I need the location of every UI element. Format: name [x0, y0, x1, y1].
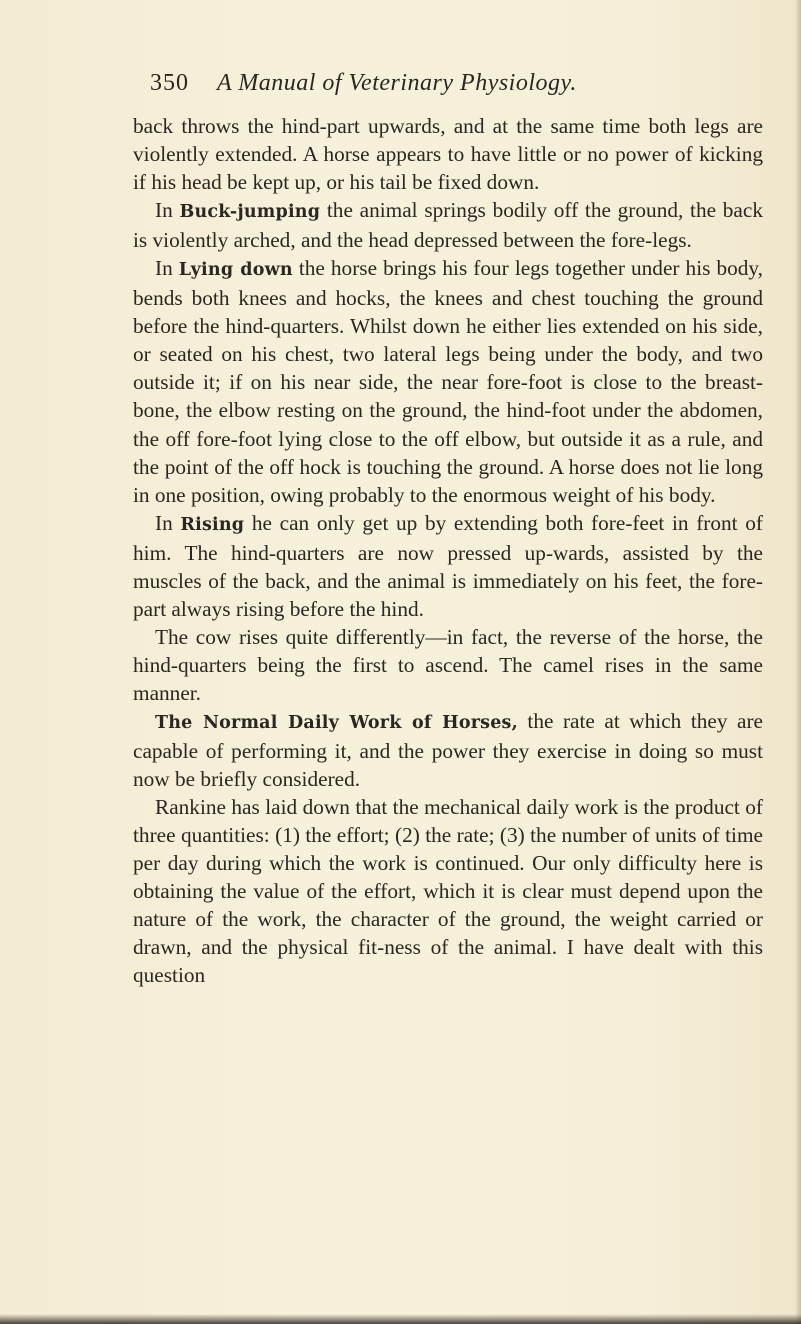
paragraph-2-text: the animal springs bodily off the ground, the back is violently arched, and the head depressed between the fore-legs. — [133, 198, 763, 253]
body-text — [133, 112, 763, 989]
paragraph-5-text: The cow rises quite differently—in fact, the reverse of the horse, the hind-quarters being the first to ascend. The camel rises in the same manner. — [133, 624, 763, 705]
paragraph-4 — [133, 509, 763, 623]
paragraph-6 — [133, 707, 763, 793]
paragraph-4-lead: Rising — [180, 514, 245, 535]
running-header — [150, 70, 710, 97]
paragraph-3-prefix: In — [155, 256, 179, 281]
paragraph-2-prefix: In — [155, 198, 180, 223]
paragraph-7-text: Rankine has laid down that the mechanical daily work is the product of three quantities: (1) the effort; (2) the rate; (3) the number of units of time per day during which the work is continued. Our only difficulty here is obtaining the value of the effort, which it is clear must depend upon the nature of the work, the character of the ground, the weight carried or drawn, and the physical fit-ness of the animal. I have dealt with this question — [133, 795, 763, 988]
paragraph-6-lead: The Normal Daily Work of Horses, — [155, 712, 518, 733]
paragraph-6-text: the rate at which they are capable of performing it, and the power they exercise in doing so must now be briefly considered. — [133, 708, 763, 792]
running-title: A Manual of Veterinary Physiology. — [217, 70, 577, 96]
paragraph-2 — [133, 196, 763, 254]
paragraph-1 — [133, 112, 763, 196]
page-bottom-shadow — [0, 1314, 801, 1324]
paragraph-5 — [133, 623, 763, 707]
paragraph-4-text: he can only get up by extending both fore-feet in front of him. The hind-quarters are now pressed up-wards, assisted by the muscles of the back, and the animal is immediately on his feet, the fore-part always rising before the hind. — [133, 510, 763, 621]
paragraph-3-text: the horse brings his four legs together under his body, bends both knees and hocks, the knees and chest touching the ground before the hind-quarters. Whilst down he either lies extended on his side, or seated on his chest, two lateral legs being under the body, and two outside it; if on his near side, the near fore-foot is close to the breast-bone, the elbow resting on the ground, the hind-foot under the abdomen, the off fore-foot lying close to the off elbow, but outside it as a rule, and the point of the off hock is touching the ground. A horse does not lie long in one position, owing probably to the enormous weight of his body. — [133, 256, 763, 507]
page-edge-shadow — [795, 0, 801, 1324]
page-number: 350 — [150, 70, 189, 96]
paragraph-2-lead: Buck-jumping — [179, 202, 321, 223]
paragraph-3-lead: Lying down — [178, 260, 293, 281]
paragraph-7 — [133, 793, 763, 989]
paragraph-4-prefix: In — [155, 510, 181, 535]
paragraph-1-text: back throws the hind-part upwards, and at the same time both legs are violently extended. A horse appears to have little or no power of kicking if his head be kept up, or his tail be fixed down. — [133, 114, 763, 195]
paragraph-3 — [133, 254, 763, 508]
